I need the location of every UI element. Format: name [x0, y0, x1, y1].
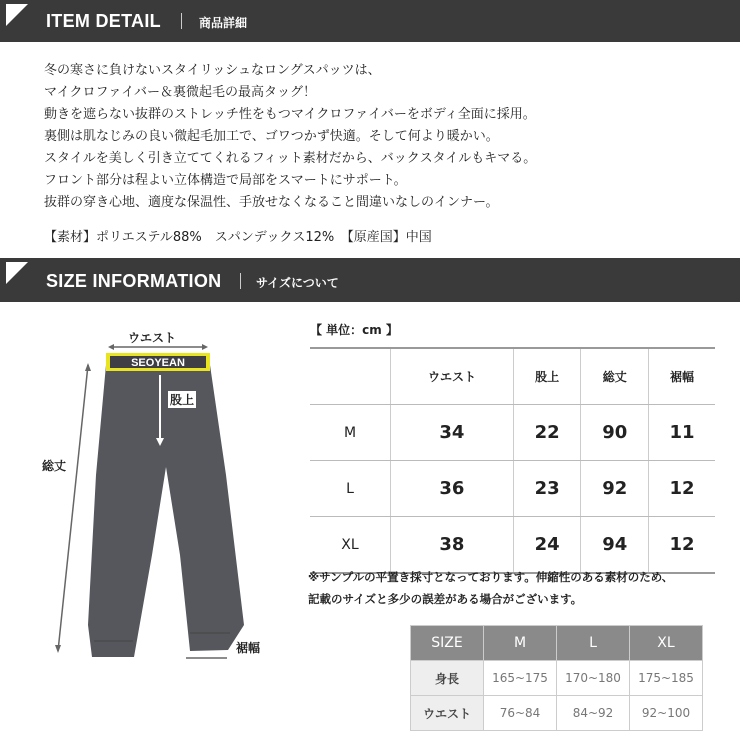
note-line: ※サンプルの平置き採寸となっております。伸縮性のある素材のため、: [308, 570, 674, 584]
row-header-cell: 身長: [411, 661, 484, 696]
length-label: 総丈: [42, 459, 67, 473]
value-cell: 76~84: [484, 696, 557, 731]
reference-size-table: [410, 625, 703, 731]
size-table: [310, 347, 715, 574]
reference-header-row: [411, 626, 703, 661]
table-row: [310, 405, 715, 461]
value-cell: 34: [391, 405, 514, 461]
header-cell: SIZE: [411, 626, 484, 661]
description-line: マイクロファイバー＆裏微起毛の最高タッグ！: [44, 85, 316, 100]
value-cell: 23: [513, 461, 581, 517]
hem-label: 裾幅: [236, 641, 261, 655]
value-cell: 90: [581, 405, 649, 461]
value-cell: 94: [581, 517, 649, 574]
value-cell: 12: [649, 517, 715, 574]
description-line: 抜群の穿き心地、適度な保温性、手放せなくなること間違いなしのインナー。: [44, 195, 499, 210]
item-detail-header: [0, 0, 740, 42]
header-cell: M: [484, 626, 557, 661]
header-cell: 裾幅: [649, 348, 715, 405]
value-cell: 175~185: [630, 661, 703, 696]
value-cell: 84~92: [557, 696, 630, 731]
size-table-header-row: [310, 348, 715, 405]
header-corner: [0, 0, 36, 42]
description-line: 動きを遮らない抜群のストレッチ性をもつマイクロファイバーをボディ全面に採用。: [44, 107, 536, 122]
waist-label: ウエスト: [128, 331, 177, 345]
header-cell: [310, 348, 391, 405]
value-cell: 92~100: [630, 696, 703, 731]
note-line: 記載のサイズと多少の誤差がある場合がございます。: [308, 592, 583, 606]
value-cell: 38: [391, 517, 514, 574]
description-line: 裏側は肌なじみの良い微起毛加工で、ゴワつかず快適。そして何より暖かい。: [44, 129, 499, 144]
description-line: フロント部分は程よい立体構造で局部をスマートにサポート。: [44, 173, 407, 188]
pants-illustration: [30, 325, 280, 670]
value-cell: 24: [513, 517, 581, 574]
pants-shape: [88, 365, 244, 657]
header-corner: [0, 258, 36, 302]
item-detail-subtitle: 商品詳細: [199, 16, 248, 30]
table-row: [411, 696, 703, 731]
value-cell: 36: [391, 461, 514, 517]
header-cell: 総丈: [581, 348, 649, 405]
pants-measurement-figure: [30, 325, 280, 670]
length-arrow: [58, 365, 88, 651]
header-cell: L: [557, 626, 630, 661]
corner-triangle-icon: [6, 4, 28, 26]
value-cell: 12: [649, 461, 715, 517]
measurement-note: [308, 566, 673, 610]
size-info-title: SIZE INFORMATION: [46, 271, 222, 291]
value-cell: 92: [581, 461, 649, 517]
header-separator: [181, 13, 182, 29]
unit-label: 【 単位：cm 】: [310, 323, 398, 337]
size-cell: L: [310, 461, 391, 517]
row-header-cell: ウエスト: [411, 696, 484, 731]
header-cell: XL: [630, 626, 703, 661]
product-description: [44, 60, 536, 214]
item-detail-title: ITEM DETAIL: [46, 11, 161, 31]
header-cell: ウエスト: [391, 348, 514, 405]
value-cell: 165~175: [484, 661, 557, 696]
table-row: [310, 461, 715, 517]
value-cell: 22: [513, 405, 581, 461]
value-cell: 170~180: [557, 661, 630, 696]
header-separator: [240, 273, 241, 289]
size-cell: XL: [310, 517, 391, 574]
rise-label: 股上: [170, 393, 195, 407]
waistband-logo: SEOYEAN: [131, 357, 185, 369]
size-cell: M: [310, 405, 391, 461]
corner-triangle-icon: [6, 262, 28, 284]
table-row: [310, 517, 715, 574]
value-cell: 11: [649, 405, 715, 461]
description-line: スタイルを美しく引き立ててくれるフィット素材だから、バックスタイルもキマる。: [44, 151, 537, 166]
table-row: [411, 661, 703, 696]
size-info-header: [0, 258, 740, 302]
description-line: 冬の寒さに負けないスタイリッシュなロングスパッツは、: [44, 63, 381, 78]
header-cell: 股上: [513, 348, 581, 405]
material-info: 【素材】ポリエステル88% スパンデックス12% 【原産国】中国: [44, 230, 432, 245]
size-info-subtitle: サイズについて: [256, 276, 339, 290]
